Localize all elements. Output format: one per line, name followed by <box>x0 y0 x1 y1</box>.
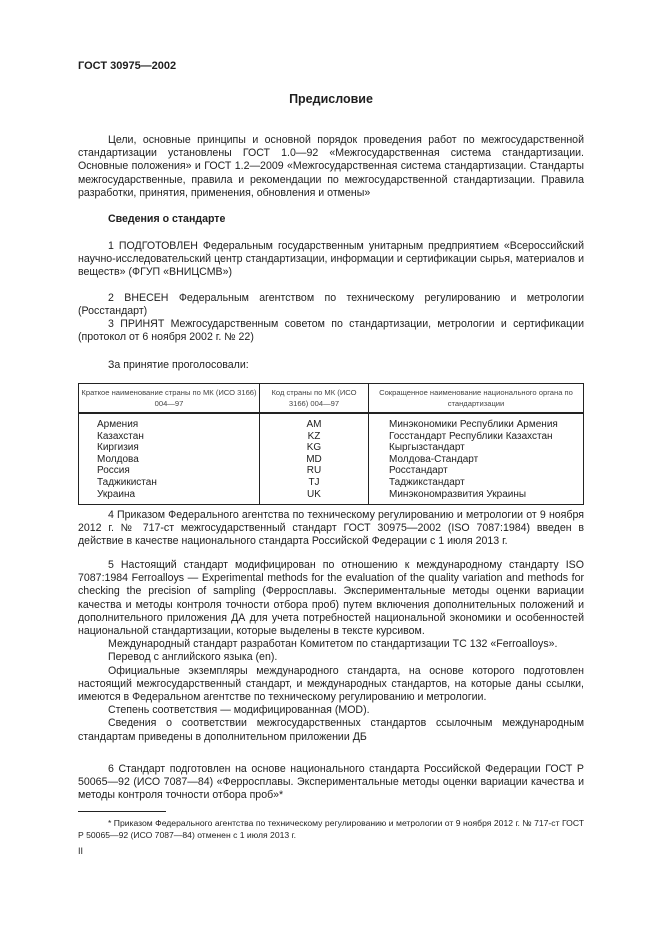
column-header-code: Код страны по МК (ИСО 3166) 004—97 <box>260 384 369 414</box>
item-2: 2 ВНЕСЕН Федеральным агентством по техническому регулированию и метрологии (Росстандарт) <box>78 292 584 318</box>
voting-table <box>78 383 584 505</box>
page-title: Предисловие <box>289 92 373 106</box>
item-5-paragraph: Международный стандарт разработан Комитетом по стандартизации ТС 132 «Ferroalloys». <box>108 638 558 651</box>
body-cell: Росстандарт <box>369 465 584 477</box>
footnote-divider <box>78 811 166 812</box>
voted-label: За принятие проголосовали: <box>108 359 249 371</box>
document-header: ГОСТ 30975—2002 <box>78 60 177 72</box>
body-cell: Молдова-Стандарт <box>369 454 584 466</box>
code-cell: AM <box>260 413 369 431</box>
code-cell: RU <box>260 465 369 477</box>
country-cell: Армения <box>79 413 260 431</box>
item-5-paragraph: Официальные экземпляры международного стандарта, на основе которого подготовлен настоящий межгосударственный стандарт, и международных стандартов, на которые даны ссылки, имеются в Федеральном агентстве по техническому регулированию и метрологии. <box>78 664 584 704</box>
item-6: 6 Стандарт подготовлен на основе национального стандарта Российской Федерации ГОСТ Р 50065—92 (ИСО 7087—84) «Ферросплавы. Экспериментальные методы оценки вариации качества и методы контроля точности отбора проб»* <box>78 763 584 802</box>
item-3: 3 ПРИНЯТ Межгосударственным советом по стандартизации, метрологии и сертификации (протокол от 6 ноября 2002 г. № 22) <box>78 318 584 344</box>
table-row <box>79 477 584 489</box>
body-cell: Минэкономразвития Украины <box>369 489 584 505</box>
item-1: 1 ПОДГОТОВЛЕН Федеральным государственным унитарным предприятием «Всероссийский научно-исследовательский центр стандартизации, информации и сертификации сырья, материалов и веществ» (ФГУП «ВНИЦСМВ») <box>78 240 584 279</box>
body-cell: Госстандарт Республики Казахстан <box>369 431 584 443</box>
country-cell: Молдова <box>79 454 260 466</box>
code-cell: KZ <box>260 431 369 443</box>
code-cell: TJ <box>260 477 369 489</box>
item-5 <box>78 559 584 744</box>
table-row <box>79 489 584 505</box>
item-4: 4 Приказом Федерального агентства по техническому регулированию и метрологии от 9 ноября 2012 г. № 717-ст межгосударственный стандарт ГОСТ 30975—2002 (ISO 7087:1984) введен в действие в качестве национального стандарта Российской Федерации с 1 июля 2013 г. <box>78 509 584 548</box>
section-heading: Сведения о стандарте <box>108 213 226 225</box>
item-5-paragraph: Степень соответствия — модифицированная (MOD). <box>108 704 370 717</box>
item-5-paragraph: Сведения о соответствии межгосударственных стандартов ссылочным международным стандартам приведены в дополнительном приложении ДБ <box>78 717 584 743</box>
code-cell: KG <box>260 442 369 454</box>
table-row <box>79 431 584 443</box>
table-row <box>79 454 584 466</box>
item-5-paragraph: 5 Настоящий стандарт модифицирован по отношению к международному стандарту ISO 7087:1984 Ferroalloys — Experimental methods for the evaluation of the quality variation and methods for checking the precision of sampling (Ферросплавы. Экспериментальные методы оценки вариации качества и методы контроля точности отбора проб) путем включения дополнительных положений и дополнительного приложения ДА для учета потребностей национальной экономики и особенностей национальной стандартизации, которые выделены в тексте курсивом. <box>78 559 584 638</box>
column-header-country: Краткое наименование страны по МК (ИСО 3166) 004—97 <box>79 384 260 414</box>
body-cell: Таджикстандарт <box>369 477 584 489</box>
column-header-body: Сокращенное наименование национального органа по стандартизации <box>369 384 584 414</box>
country-cell: Казахстан <box>79 431 260 443</box>
country-cell: Киргизия <box>79 442 260 454</box>
table-header-row <box>79 384 584 414</box>
country-cell: Таджикистан <box>79 477 260 489</box>
country-cell: Россия <box>79 465 260 477</box>
body-cell: Кыргызстандарт <box>369 442 584 454</box>
country-cell: Украина <box>79 489 260 505</box>
intro-paragraph: Цели, основные принципы и основной порядок проведения работ по межгосударственной стандартизации установлены ГОСТ 1.0—92 «Межгосударственная система стандартизации. Основные положения» и ГОСТ 1.2—2009 «Межгосударственная система стандартизации. Стандарты межгосударственные, правила и рекомендации по межгосударственной стандартизации. Правила разработки, принятия, применения, обновления и отмены» <box>78 134 584 199</box>
item-5-paragraph: Перевод с английского языка (en). <box>108 651 278 664</box>
page-number: II <box>78 846 84 856</box>
code-cell: MD <box>260 454 369 466</box>
code-cell: UK <box>260 489 369 505</box>
table-row <box>79 413 584 431</box>
body-cell: Минэкономики Республики Армения <box>369 413 584 431</box>
footnote: * Приказом Федерального агентства по техническому регулированию и метрологии от 9 ноября 2012 г. № 717-ст ГОСТ Р 50065—92 (ИСО 7087—84) отменен с 1 июля 2013 г. <box>78 818 584 840</box>
table-row <box>79 442 584 454</box>
table-row <box>79 465 584 477</box>
